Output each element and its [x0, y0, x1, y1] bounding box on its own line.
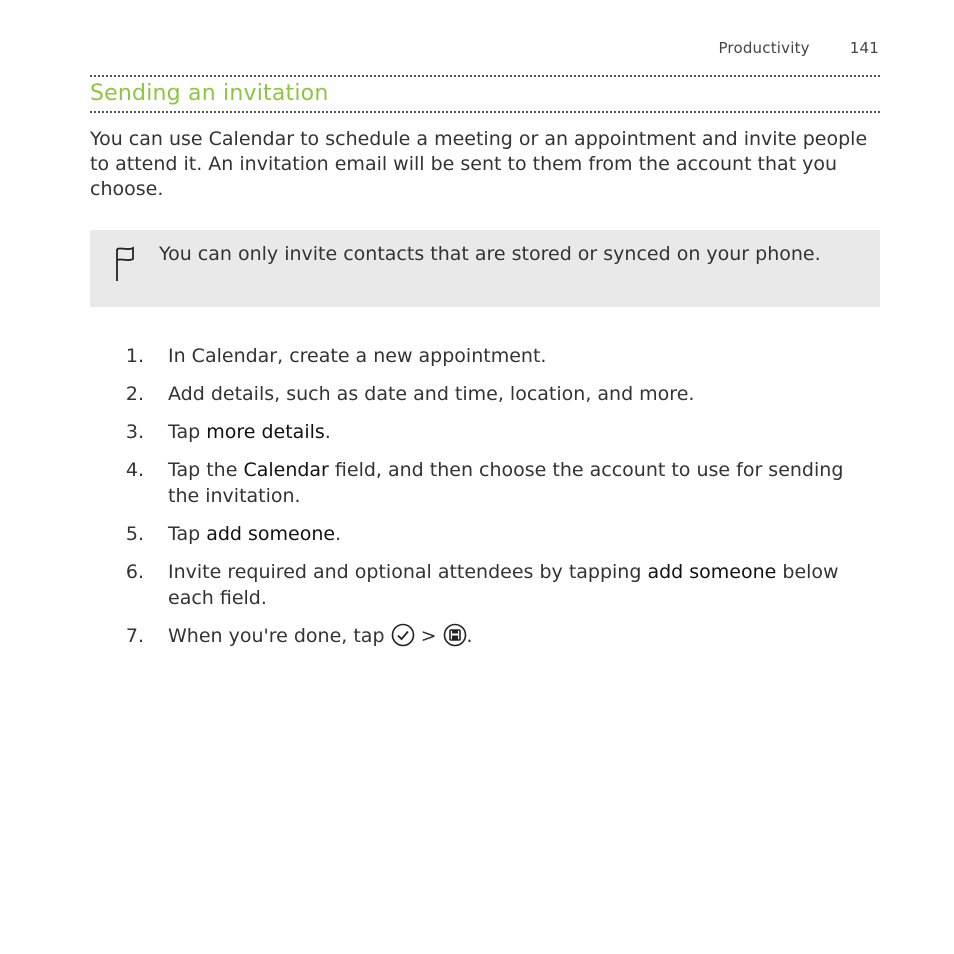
checkmark-circle-icon: [391, 623, 415, 654]
step-text-sep: >: [414, 625, 443, 647]
step-number: 2.: [125, 383, 144, 405]
list-item: [90, 623, 880, 654]
step-text: [168, 419, 858, 445]
list-item: [90, 521, 880, 547]
step-number: 1.: [125, 345, 144, 367]
header-section: Productivity: [718, 39, 810, 57]
ui-term-more-details: more details: [206, 421, 325, 443]
steps-list: [90, 343, 880, 666]
section-title: Sending an invitation: [90, 81, 329, 106]
page-number: 141: [849, 39, 879, 57]
step-number: 5.: [125, 523, 144, 545]
list-item: [90, 381, 880, 407]
step-text: [168, 457, 858, 509]
step-text-post: .: [335, 523, 342, 545]
step-text-post: .: [324, 421, 331, 443]
note-text: You can only invite contacts that are stored or synced on your phone.: [159, 243, 821, 265]
title-divider: [90, 111, 880, 113]
top-divider: [90, 75, 880, 77]
step-text-post: .: [466, 625, 473, 647]
step-text-pre: When you're done, tap: [168, 625, 391, 647]
list-item: [90, 419, 880, 445]
step-text-pre: Invite required and optional attendees by tapping: [168, 561, 648, 583]
step-text: Add details, such as date and time, location, and more.: [168, 383, 695, 405]
step-text-pre: Tap: [168, 421, 207, 443]
ui-term-calendar: Calendar: [243, 459, 329, 481]
save-icon: [443, 623, 467, 654]
step-number: 4.: [125, 459, 144, 481]
list-item: [90, 559, 880, 611]
step-text-post: below each field.: [168, 561, 839, 609]
step-number: 6.: [125, 561, 144, 583]
step-text: In Calendar, create a new appointment.: [168, 345, 547, 367]
step-text: [168, 521, 858, 547]
list-item: [90, 343, 880, 369]
list-item: [90, 457, 880, 509]
step-number: 7.: [125, 625, 144, 647]
step-text: [168, 623, 858, 654]
note-box: [90, 230, 880, 307]
page-header: [718, 39, 879, 57]
step-text-pre: Tap: [168, 523, 207, 545]
ui-term-add-someone: add someone: [647, 561, 777, 583]
intro-paragraph: You can use Calendar to schedule a meeting or an appointment and invite people to attend it. An invitation email will be sent to them from the account that you choose.: [90, 128, 868, 200]
ui-term-add-someone: add someone: [206, 523, 336, 545]
step-text-pre: Tap the: [168, 459, 244, 481]
flag-icon: [112, 245, 136, 287]
step-text: [168, 559, 858, 611]
step-text-post: field, and then choose the account to use for sending the invitation.: [168, 459, 844, 507]
step-number: 3.: [125, 421, 144, 443]
